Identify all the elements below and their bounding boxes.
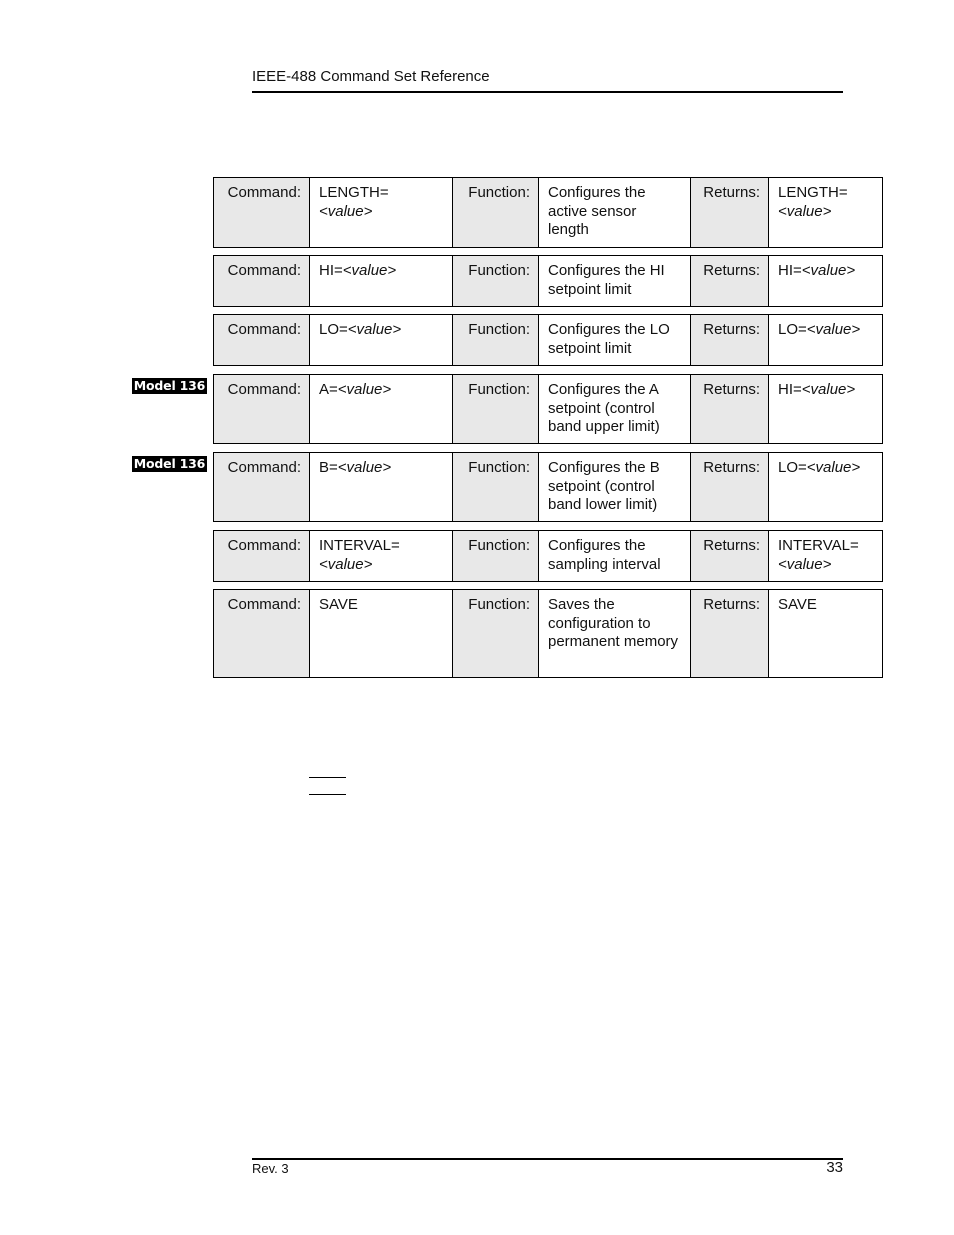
returns-label: Returns: bbox=[691, 256, 769, 307]
returns-value-text: INTERVAL= bbox=[778, 537, 859, 554]
command-value-param: <value> bbox=[337, 459, 392, 476]
returns-value-text: LENGTH= bbox=[778, 184, 848, 201]
command-value-param: <value> bbox=[342, 262, 397, 279]
function-label: Function: bbox=[453, 531, 539, 582]
returns-label: Returns: bbox=[691, 453, 769, 522]
command-label: Command: bbox=[214, 315, 310, 366]
returns-value-text: SAVE bbox=[778, 596, 817, 613]
returns-label: Returns: bbox=[691, 178, 769, 248]
short-rule bbox=[309, 777, 346, 778]
function-description: Configures the active sensor length bbox=[539, 178, 691, 248]
header-title: IEEE-488 Command Set Reference bbox=[252, 68, 490, 85]
command-label: Command: bbox=[214, 590, 310, 678]
returns-value-text: HI= bbox=[778, 381, 802, 398]
model-badge: Model 136 bbox=[133, 456, 206, 471]
function-label: Function: bbox=[453, 453, 539, 522]
returns-label: Returns: bbox=[691, 531, 769, 582]
returns-value-param: <value> bbox=[801, 262, 856, 279]
footer-rule bbox=[252, 1158, 843, 1160]
command-value-text: SAVE bbox=[319, 596, 358, 613]
command-row bbox=[214, 256, 883, 307]
returns-value bbox=[769, 531, 883, 582]
returns-label: Returns: bbox=[691, 590, 769, 678]
command-value-text: B= bbox=[319, 459, 338, 476]
command-table bbox=[213, 374, 883, 444]
returns-value-text: LO= bbox=[778, 459, 807, 476]
returns-label: Returns: bbox=[691, 375, 769, 444]
function-description: Configures the LO setpoint limit bbox=[539, 315, 691, 366]
command-value-param: <value> bbox=[319, 555, 373, 573]
returns-value bbox=[769, 256, 883, 307]
command-row bbox=[214, 531, 883, 582]
command-value bbox=[310, 178, 453, 248]
command-table bbox=[213, 589, 883, 678]
command-value-text: LENGTH= bbox=[319, 184, 389, 201]
function-description: Configures the A setpoint (control band upper limit) bbox=[539, 375, 691, 444]
command-value-param: <value> bbox=[319, 202, 373, 220]
command-value-text: HI= bbox=[319, 262, 343, 279]
command-row bbox=[214, 178, 883, 248]
command-table bbox=[213, 314, 883, 366]
function-label: Function: bbox=[453, 375, 539, 444]
short-rule bbox=[309, 794, 346, 795]
returns-value-text: LO= bbox=[778, 321, 807, 338]
footer-page-number: 33 bbox=[826, 1159, 843, 1176]
model-badge: Model 136 bbox=[133, 378, 206, 393]
returns-value bbox=[769, 590, 883, 678]
command-table bbox=[213, 177, 883, 248]
returns-value-param: <value> bbox=[806, 321, 861, 338]
returns-value bbox=[769, 453, 883, 522]
function-label: Function: bbox=[453, 590, 539, 678]
returns-value-param: <value> bbox=[778, 202, 832, 220]
command-value-param: <value> bbox=[347, 321, 402, 338]
command-value-text: INTERVAL= bbox=[319, 537, 400, 554]
footer-revision: Rev. 3 bbox=[252, 1161, 289, 1176]
function-label: Function: bbox=[453, 315, 539, 366]
returns-label: Returns: bbox=[691, 315, 769, 366]
command-label: Command: bbox=[214, 375, 310, 444]
command-value-param: <value> bbox=[337, 381, 392, 398]
command-table bbox=[213, 530, 883, 582]
command-table bbox=[213, 452, 883, 522]
command-row bbox=[214, 375, 883, 444]
function-description: Configures the B setpoint (control band lower limit) bbox=[539, 453, 691, 522]
command-label: Command: bbox=[214, 453, 310, 522]
function-description: Saves the configuration to permanent memory bbox=[539, 590, 691, 678]
command-value bbox=[310, 590, 453, 678]
returns-value-param: <value> bbox=[801, 381, 856, 398]
command-row bbox=[214, 315, 883, 366]
command-value bbox=[310, 453, 453, 522]
function-label: Function: bbox=[453, 256, 539, 307]
function-description: Configures the sampling interval bbox=[539, 531, 691, 582]
command-label: Command: bbox=[214, 178, 310, 248]
header-rule bbox=[252, 91, 843, 93]
returns-value bbox=[769, 178, 883, 248]
returns-value-param: <value> bbox=[778, 555, 832, 573]
command-value bbox=[310, 531, 453, 582]
function-label: Function: bbox=[453, 178, 539, 248]
command-label: Command: bbox=[214, 256, 310, 307]
returns-value bbox=[769, 315, 883, 366]
command-value-text: A= bbox=[319, 381, 338, 398]
command-row bbox=[214, 590, 883, 678]
returns-value-text: HI= bbox=[778, 262, 802, 279]
command-label: Command: bbox=[214, 531, 310, 582]
command-table bbox=[213, 255, 883, 307]
command-row bbox=[214, 453, 883, 522]
command-value bbox=[310, 315, 453, 366]
command-value bbox=[310, 375, 453, 444]
returns-value bbox=[769, 375, 883, 444]
command-value-text: LO= bbox=[319, 321, 348, 338]
command-value bbox=[310, 256, 453, 307]
function-description: Configures the HI setpoint limit bbox=[539, 256, 691, 307]
returns-value-param: <value> bbox=[806, 459, 861, 476]
